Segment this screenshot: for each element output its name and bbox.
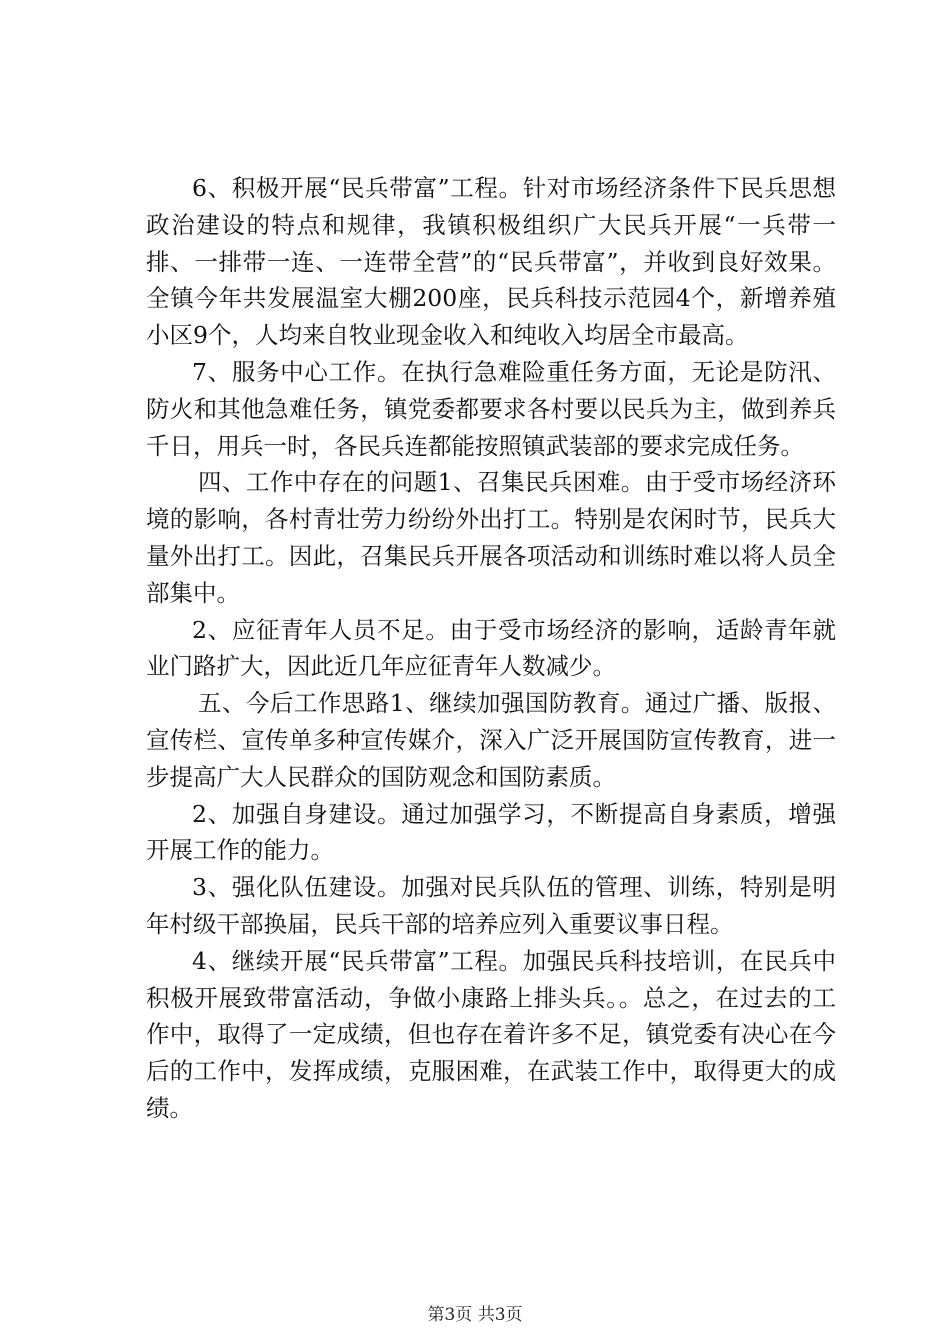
page-footer: 第3页 共3页 (427, 1305, 523, 1325)
paragraph-self-building: 2、加强自身建设。通过加强学习，不断提高自身素质，增强开展工作的能力。 (146, 799, 836, 865)
paragraph-conscription-shortage: 2、应征青年人员不足。由于受市场经济的影响，适龄青年就业门路扩大，因此近几年应征青年人数减少。 (146, 615, 836, 681)
document-body (146, 170, 836, 1127)
paragraph-militia-prosperity: 6、积极开展“民兵带富”工程。针对市场经济条件下民兵思想政治建设的特点和规律，我镇积极组织广大民兵开展“一兵带一排、一排带一连、一连带全营”的“民兵带富”，并收到良好效果。全镇今年共发展温室大棚200座，民兵科技示范园4个，新增养殖小区9个，人均来自牧业现金收入和纯收入均居全市最高。 (146, 174, 836, 350)
paragraph-existing-problems: 四、工作中存在的问题1、召集民兵困难。由于受市场经济环境的影响，各村青壮劳力纷纷外出打工。特别是农闲时节，民兵大量外出打工。因此，召集民兵开展各项活动和训练时难以将人员全部集中。 (146, 468, 836, 607)
paragraph-conclusion: 4、继续开展“民兵带富”工程。加强民兵科技培训，在民兵中积极开展致带富活动，争做小康路上排头兵。。总之，在过去的工作中，取得了一定成绩，但也存在着许多不足，镇党委有决心在今后的工作中，发挥成绩，克服困难，在武装工作中，取得更大的成绩。 (146, 946, 836, 1122)
paragraph-future-plans: 五、今后工作思路1、继续加强国防教育。通过广播、版报、宣传栏、宣传单多种宣传媒介，深入广泛开展国防宣传教育，进一步提高广大人民群众的国防观念和国防素质。 (146, 689, 836, 791)
paragraph-central-work: 7、服务中心工作。在执行急难险重任务方面，无论是防汛、防火和其他急难任务，镇党委都要求各村要以民兵为主，做到养兵千日，用兵一时，各民兵连都能按照镇武装部的要求完成任务。 (146, 357, 836, 460)
paragraph-team-building: 3、强化队伍建设。加强对民兵队伍的管理、训练，特别是明年村级干部换届，民兵干部的培养应列入重要议事日程。 (146, 873, 836, 938)
